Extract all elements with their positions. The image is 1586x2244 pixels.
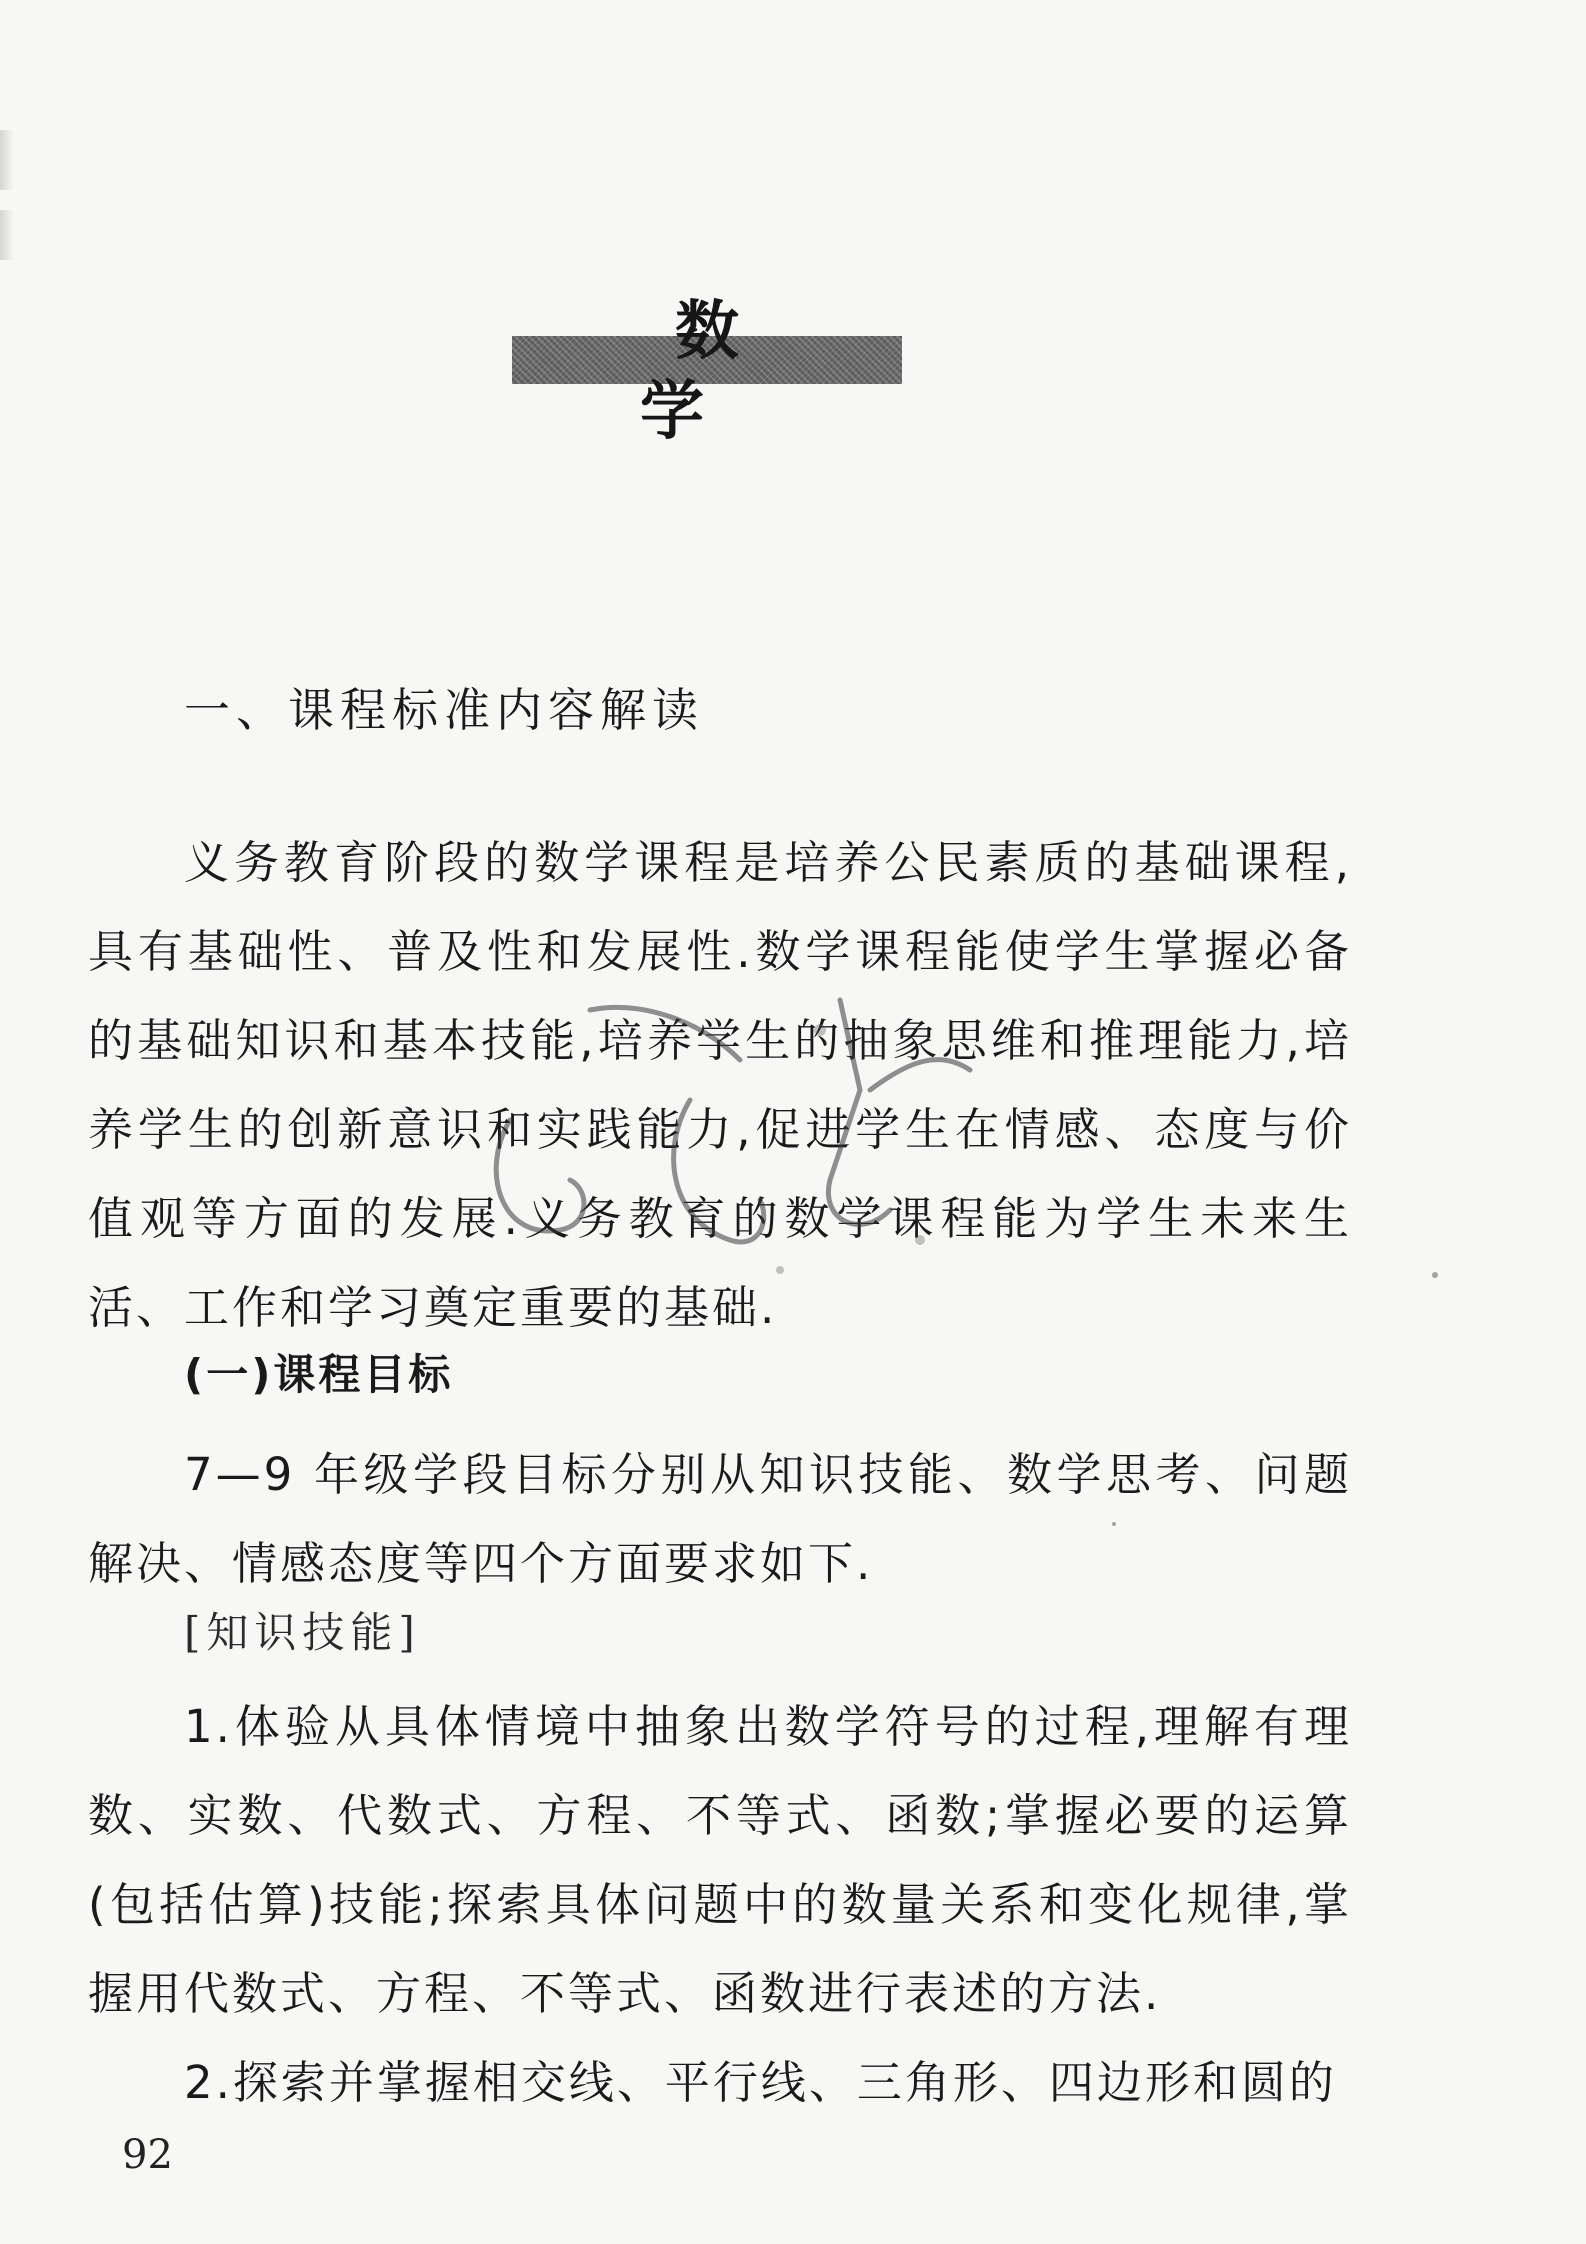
items-text-block	[88, 1682, 1352, 2127]
scan-edge-mark	[0, 130, 14, 190]
list-item-2: 2.探索并掌握相交线、平行线、三角形、四边形和圆的	[184, 2056, 1337, 2109]
goals-paragraph: 7—9 年级学段目标分别从知识技能、数学思考、问题解决、情感态度等四个方面要求如下.	[88, 1448, 1352, 1590]
section-heading: 一、课程标准内容解读	[184, 683, 704, 737]
scan-speck	[1112, 1522, 1116, 1526]
page-number: 92	[122, 2132, 173, 2178]
knowledge-skills-label: [知识技能]	[184, 1608, 421, 1657]
goals-text-block	[88, 1430, 1352, 1608]
subheading-course-goals: (一)课程目标	[184, 1350, 454, 1399]
scan-edge-mark	[0, 210, 14, 260]
list-item-1: 1.体验从具体情境中抽象出数学符号的过程,理解有理数、实数、代数式、方程、不等式、函数;掌握必要的运算(包括估算)技能;探索具体问题中的数量关系和变化规律,掌握用代数式、方程、不等式、函数进行表述的方法.	[88, 1700, 1352, 2020]
intro-paragraph: 义务教育阶段的数学课程是培养公民素质的基础课程,具有基础性、普及性和发展性.数学课程能使学生掌握必备的基础知识和基本技能,培养学生的抽象思维和推理能力,培养学生的创新意识和实践能力,促进学生在情感、态度与价值观等方面的发展.义务教育的数学课程能为学生未来生活、工作和学习奠定重要的基础.	[88, 836, 1352, 1334]
page-title: 数 学	[640, 294, 809, 449]
scan-speck	[1432, 1272, 1438, 1278]
intro-text-block	[88, 818, 1352, 1352]
